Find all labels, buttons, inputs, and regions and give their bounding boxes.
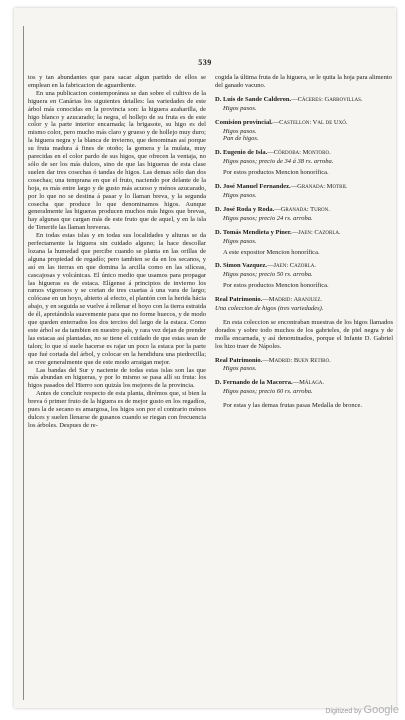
left-paragraph: En todas estas islas y en todas sus localidades y alturas se da perfectamente la higuera sin cuidado alguno; la hace descollar lozana la humedad que percibe cuando se planta en las orillas de alguna propiedad de regadío; pero tambien se da en los secanos, y así en las tierras en que domina la arcilla como en las silíceas, cascajosas y volcánicas. El único medio que usamos para propagar las higueras es de estaca. Elígense á principios de invierno los ramos vigorosos y se cortan de tres cuartas á una vara de largo; colócase en un hoyo, abierto al efecto, el plantón con la herida hácia abajo, y en seguida se vuelve á rellenar el hoyo con la tierra estraida de él, apretándola suavemente para que no forme huecos, y de modo que queden enterrados los dos tercios del largo de la estaca. Como este árbol se da tambien en nuestro país, y rara vez dejan de prender las estacas así plantadas, no se tiene el cuidado de que estas sean de talon; lo que sí suele hacerse es rajar un poco la estaca por la parte que fué cortada del árbol, y colocar en la hendidura una piedrecilla; se cree generalmente que de este modo arraigan mejor. bbox=[28, 232, 206, 366]
exhibitor-name: Real Patrimonio. bbox=[215, 356, 263, 364]
left-paragraph: Las bandas del Sur y naciente de todas estas islas son las que más abundan en higueras, y por lo mismo se pasa allí su fruta: los higos pasados del Hierro son quizás los mejores de la provincia. bbox=[28, 366, 206, 390]
exhibitor-place: —Málaga. bbox=[292, 379, 325, 387]
exhibitor-entry bbox=[215, 183, 393, 191]
exhibitor-place: —Granada: Turon. bbox=[274, 205, 330, 213]
product-line: Higos pasos; precio 60 rs. arroba. bbox=[223, 388, 313, 396]
product-line: Higos pasos. bbox=[223, 191, 257, 199]
exhibitor-name: D. Luis de Sande Calderon. bbox=[215, 95, 292, 103]
exhibitor-entry bbox=[215, 206, 393, 214]
collection-paragraph: En esta coleccion se encontraban muestras de los higos llamados dorados y sobre todo muchos de los gabrieles, de piel negra y de molla encarnada, y así denominados, porque el Infante D. Gabriel los hizo traer de Nápoles. bbox=[215, 318, 393, 350]
right-column bbox=[215, 74, 393, 410]
product-line: Higos pasos. bbox=[223, 237, 257, 245]
exhibitor-entry bbox=[215, 296, 393, 304]
exhibitor-place: —Madrid: Buen Retiro. bbox=[262, 356, 331, 364]
exhibitor-name: D. José Roda y Roda. bbox=[215, 205, 275, 213]
exhibitor-name: D. Fernando de la Macorra. bbox=[215, 379, 293, 387]
product-line: Higos pasos; precio 50 rs. arroba. bbox=[223, 271, 313, 279]
product-line: Higos pasos. bbox=[223, 365, 257, 373]
book-page bbox=[14, 8, 396, 708]
right-intro: cogida la última fruta de la higuera, se le quita la hoja para alimento del ganado vacuno. bbox=[215, 74, 392, 89]
exhibitor-name: D. José Manuel Fernandez. bbox=[215, 183, 291, 191]
exhibitor-entry bbox=[215, 262, 393, 270]
watermark-prefix: Digitized by bbox=[325, 708, 362, 715]
product-line: Pan de higos. bbox=[223, 135, 259, 143]
exhibitor-name: D. Simon Vazquez. bbox=[215, 262, 268, 270]
watermark-brand: Google bbox=[363, 704, 399, 716]
exhibitor-place: —Madrid: Aranjuez. bbox=[262, 296, 323, 304]
award-note: Por estos productos Mencion honorífica. bbox=[223, 282, 329, 290]
exhibitor-entry bbox=[215, 149, 393, 157]
award-note: Por estos productos Mencion honorífica. bbox=[223, 169, 329, 177]
page-number: 539 bbox=[198, 58, 212, 67]
exhibitor-place: —Cáceres: Garrovillas. bbox=[291, 95, 363, 103]
award-note: A este expositor Mencion honorífica. bbox=[223, 248, 320, 256]
left-paragraph: En una publicacion contemporánea se dan sobre el cultivo de la higuera en Canárias los siguientes detalles: las variedades de este árbol más conocidas en la provincia son: la higuera azaharilla, de higo blanco y azucarado; la negra, el hollejo de su fruta es de este color y la parte interior encarnada; la brigasote, su higo es del mismo color, pero mucho más claro y grueso y de hollejo muy duro; la higuera negra y la blanca de invierno, que denominan así porque su fruta madura á fines de otoño; la gomera y la mulata, muy parecidas en el color pardo de sus higos, que ofrecen la ventaja, no sólo de ser los más dulces, sino de que las higueras de esta clase suelen dar tres cosechas ó tandas de higos. Las demas sólo dan dos cosechas; una temprana en que el fruto, naciendo por delante de la hoja, es más entre largo y de gusto más acuoso y ménos azucarado, por lo que no se destina á pasar y lo llaman breva, y la segunda cosecha que produce lo que denominamos higos. Aunque generalmente las higueras producen muchos más higos que brevas, hay algunas que cargan más de este fruto que de aquel, y en la isla de Tenerife las llaman breveras. bbox=[28, 89, 206, 232]
product-line: Una coleccion de higos (tres variedades). bbox=[215, 305, 324, 313]
exhibitor-place: —Córdoba: Montoro. bbox=[267, 149, 331, 157]
product-line: Higos pasos. bbox=[223, 104, 257, 112]
left-paragraph: tos y tan abundantes que para sacar algun partido de ellos se emplean en la fabricacion de aguardiente. bbox=[28, 74, 206, 89]
exhibitor-name: Real Patrimonio. bbox=[215, 296, 263, 304]
product-line: Higos pasos; precio 24 rs. arroba. bbox=[223, 214, 313, 222]
exhibitor-name: D. Tomás Mendieta y Piner. bbox=[215, 228, 292, 236]
exhibitor-name: D. Eugenio de Isla. bbox=[215, 149, 268, 157]
exhibitor-entry bbox=[215, 379, 393, 387]
exhibitor-place: —Jaen: Cazorla. bbox=[267, 262, 316, 270]
final-award-paragraph: Por estas y las demas frutas pasas Medalla de bronce. bbox=[223, 402, 362, 410]
product-line: Higos pasos. bbox=[223, 127, 257, 135]
exhibitor-place: —Jaen: Cazorla. bbox=[291, 228, 341, 236]
left-paragraph: Antes de concluir respecto de esta planta, dirémos que, si bien la breva ó primer fruto de la higuera es de mejor gusto en los regadíos, pues la de secano es amargosa, los higos son por el contrario ménos dulces y suelen llenarse de gusanos cuando se riegan con frecuencia los árboles. Despues de re- bbox=[28, 390, 206, 429]
exhibitor-entry bbox=[215, 229, 393, 237]
page-edge-line bbox=[23, 26, 24, 700]
exhibitor-name: Comision provincial. bbox=[215, 118, 273, 126]
exhibitor-entry bbox=[215, 357, 393, 365]
exhibitor-place: —Castellon: Val de Uxó. bbox=[272, 118, 348, 126]
left-column bbox=[28, 74, 206, 430]
exhibitor-entry bbox=[215, 96, 393, 104]
exhibitor-place: —Granada: Motril bbox=[290, 183, 348, 191]
exhibitor-entry bbox=[215, 119, 393, 127]
product-line: Higos pasos; precio de 34 á 38 rs. arroba. bbox=[223, 158, 334, 166]
digitized-watermark bbox=[325, 704, 399, 716]
